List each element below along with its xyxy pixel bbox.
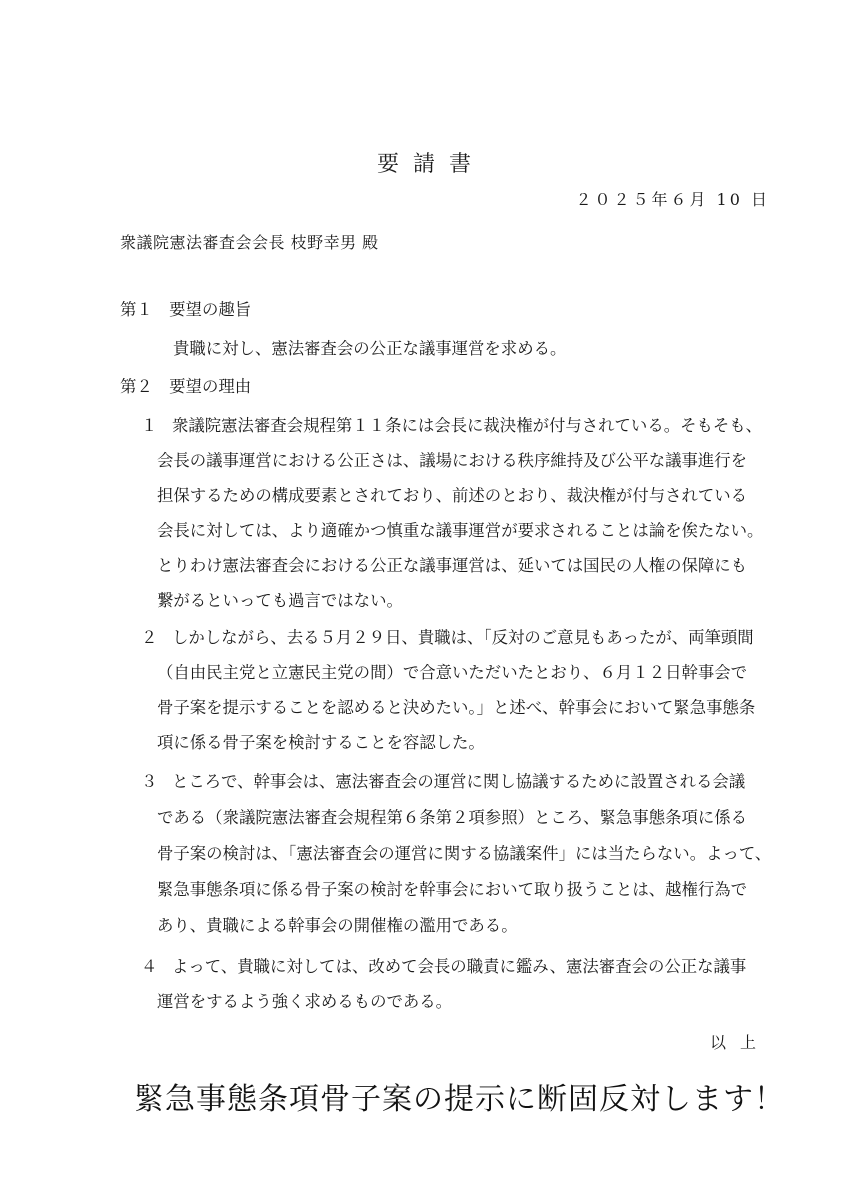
- item-3-line-3: 骨子案の検討は、「憲法審査会の運営に関する協議案件」には当たらない。よって、: [157, 844, 772, 863]
- slogan: 緊急事態条項骨子案の提示に断固反対します！: [134, 1082, 785, 1117]
- item-3-line-1: ところで、幹事会は、憲法審査会の運営に関し協議するために設置される会議: [172, 772, 746, 791]
- item-3-number: ３: [141, 772, 158, 791]
- item-2-line-3: 骨子案を提示することを認めると決めたい。」と述べ、幹事会において緊急事態条: [157, 698, 756, 717]
- item-2-number: ２: [141, 628, 158, 647]
- item-4-line-1: よって、貴職に対しては、改めて会長の職責に鑑み、憲法審査会の公正な議事: [172, 957, 747, 976]
- section1-body: 貴職に対し、憲法審査会の公正な議事運営を求める。: [173, 339, 567, 358]
- section1-heading: 第１ 要望の趣旨: [120, 300, 252, 319]
- document-date: ２０２５年６月 10 日: [575, 190, 770, 209]
- item-1-line-3: 担保するための構成要素とされており、前述のとおり、裁決権が付与されている: [157, 486, 748, 505]
- section2-heading: 第２ 要望の理由: [120, 377, 252, 396]
- document-title: 要請書: [376, 152, 485, 177]
- item-1-line-5: とりわけ憲法審査会における公正な議事運営は、延いては国民の人権の保障にも: [157, 556, 748, 575]
- item-3-line-4: 緊急事態条項に係る骨子案の検討を幹事会において取り扱うことは、越権行為で: [157, 880, 748, 899]
- item-2-line-1: しかしながら、去る５月２９日、貴職は、「反対のご意見もあったが、両筆頭間: [172, 628, 754, 647]
- item-1-line-2: 会長の議事運営における公正さは、議場における秩序維持及び公平な議事進行を: [157, 451, 748, 470]
- item-1-line-4: 会長に対しては、より適確かつ慎重な議事運営が要求されることは論を俟たない。: [157, 521, 764, 540]
- item-1-line-1: 衆議院憲法審査会規程第１１条には会長に裁決権が付与されている。そもそも、: [172, 416, 763, 435]
- closing-mark: 以上: [709, 1033, 770, 1052]
- item-2-line-2: （自由民主党と立憲民主党の間）で合意いただいたとおり、６月１２日幹事会で: [157, 663, 748, 682]
- item-1-line-6: 繋がるといっても過言ではない。: [157, 591, 403, 610]
- addressee: 衆議院憲法審査会会長 枝野幸男 殿: [120, 233, 379, 252]
- item-3-line-5: あり、貴職による幹事会の開催権の濫用である。: [157, 916, 518, 935]
- item-4-line-2: 運営をするよう強く求めるものである。: [157, 992, 453, 1011]
- item-1-number: １: [141, 416, 158, 435]
- item-2-line-4: 項に係る骨子案を検討することを容認した。: [157, 733, 485, 752]
- item-4-number: ４: [141, 957, 158, 976]
- item-3-line-2: である（衆議院憲法審査会規程第６条第２項参照）ところ、緊急事態条項に係る: [157, 808, 748, 827]
